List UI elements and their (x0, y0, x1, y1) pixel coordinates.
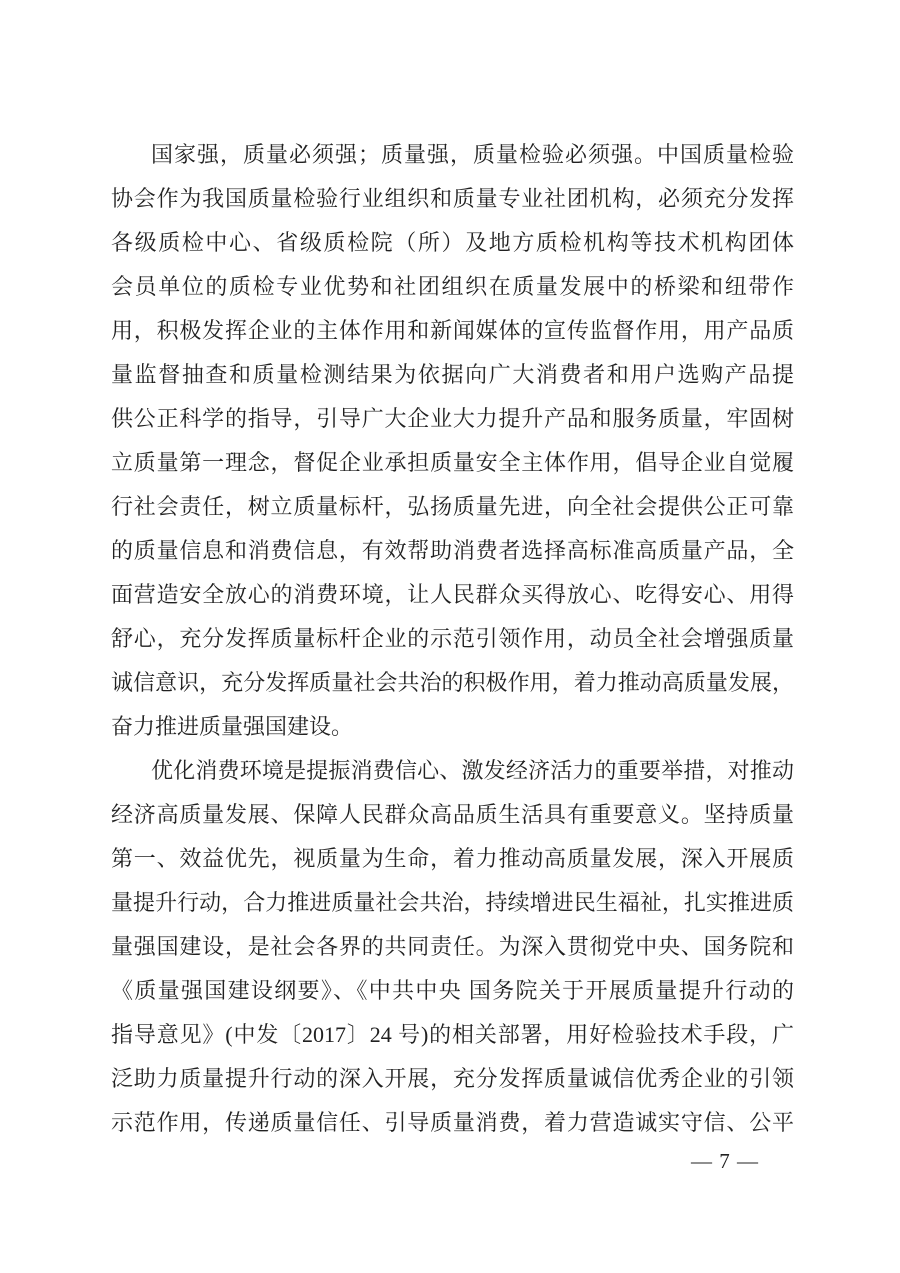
paragraph-line: 经济高质量发展、保障人民群众高品质生活具有重要意义。坚持质量 (111, 802, 794, 827)
paragraph-line: 示范作用，传递质量信任、引导质量消费，着力营造诚实守信、公平 (111, 1110, 794, 1135)
paragraph-line: 协会作为我国质量检验行业组织和质量专业社团机构，必须充分发挥 (111, 186, 794, 211)
paragraph-line: 量监督抽查和质量检测结果为依据向广大消费者和用户选购产品提 (111, 362, 794, 387)
paragraph-line: 泛助力质量提升行动的深入开展，充分发挥质量诚信优秀企业的引领 (111, 1066, 794, 1091)
paragraph-line: 各级质检中心、省级质检院（所）及地方质检机构等技术机构团体 (111, 230, 794, 255)
paragraph-line: 量提升行动，合力推进质量社会共治，持续增进民生福祉，扎实推进质 (111, 890, 794, 915)
paragraph-line: 优化消费环境是提振消费信心、激发经济活力的重要举措，对推动 (151, 758, 794, 783)
paragraph-line: 会员单位的质检专业优势和社团组织在质量发展中的桥梁和纽带作 (111, 274, 794, 299)
body-text (111, 133, 794, 1145)
paragraph-line: 诚信意识，充分发挥质量社会共治的积极作用，着力推动高质量发展， (111, 670, 794, 695)
paragraph-line: 行社会责任，树立质量标杆，弘扬质量先进，向全社会提供公正可靠 (111, 494, 794, 519)
paragraph-line: 量强国建设，是社会各界的共同责任。为深入贯彻党中央、国务院和 (111, 934, 794, 959)
paragraph-2 (111, 749, 794, 1145)
paragraph-line: 第一、效益优先，视质量为生命，着力推动高质量发展，深入开展质 (111, 846, 794, 871)
page-number: — 7 — (691, 1149, 759, 1173)
paragraph-line: 用，积极发挥企业的主体作用和新闻媒体的宣传监督作用，用产品质 (111, 318, 794, 343)
paragraph-line: 舒心，充分发挥质量标杆企业的示范引领作用，动员全社会增强质量 (111, 626, 794, 651)
paragraph-line: 立质量第一理念，督促企业承担质量安全主体作用，倡导企业自觉履 (111, 450, 794, 475)
paragraph-line: 指导意见》(中发〔2017〕24 号)的相关部署，用好检验技术手段，广 (111, 1022, 794, 1047)
paragraph-line: 供公正科学的指导，引导广大企业大力提升产品和服务质量，牢固树 (111, 406, 794, 431)
paragraph-1 (111, 133, 794, 749)
paragraph-line: 《质量强国建设纲要》、《中共中央 国务院关于开展质量提升行动的 (111, 978, 794, 1003)
paragraph-line: 国家强，质量必须强；质量强，质量检验必须强。中国质量检验 (151, 142, 794, 167)
paragraph-line: 奋力推进质量强国建设。 (111, 714, 354, 739)
paragraph-line: 面营造安全放心的消费环境，让人民群众买得放心、吃得安心、用得 (111, 582, 794, 607)
paragraph-line: 的质量信息和消费信息，有效帮助消费者选择高标准高质量产品，全 (111, 538, 794, 563)
